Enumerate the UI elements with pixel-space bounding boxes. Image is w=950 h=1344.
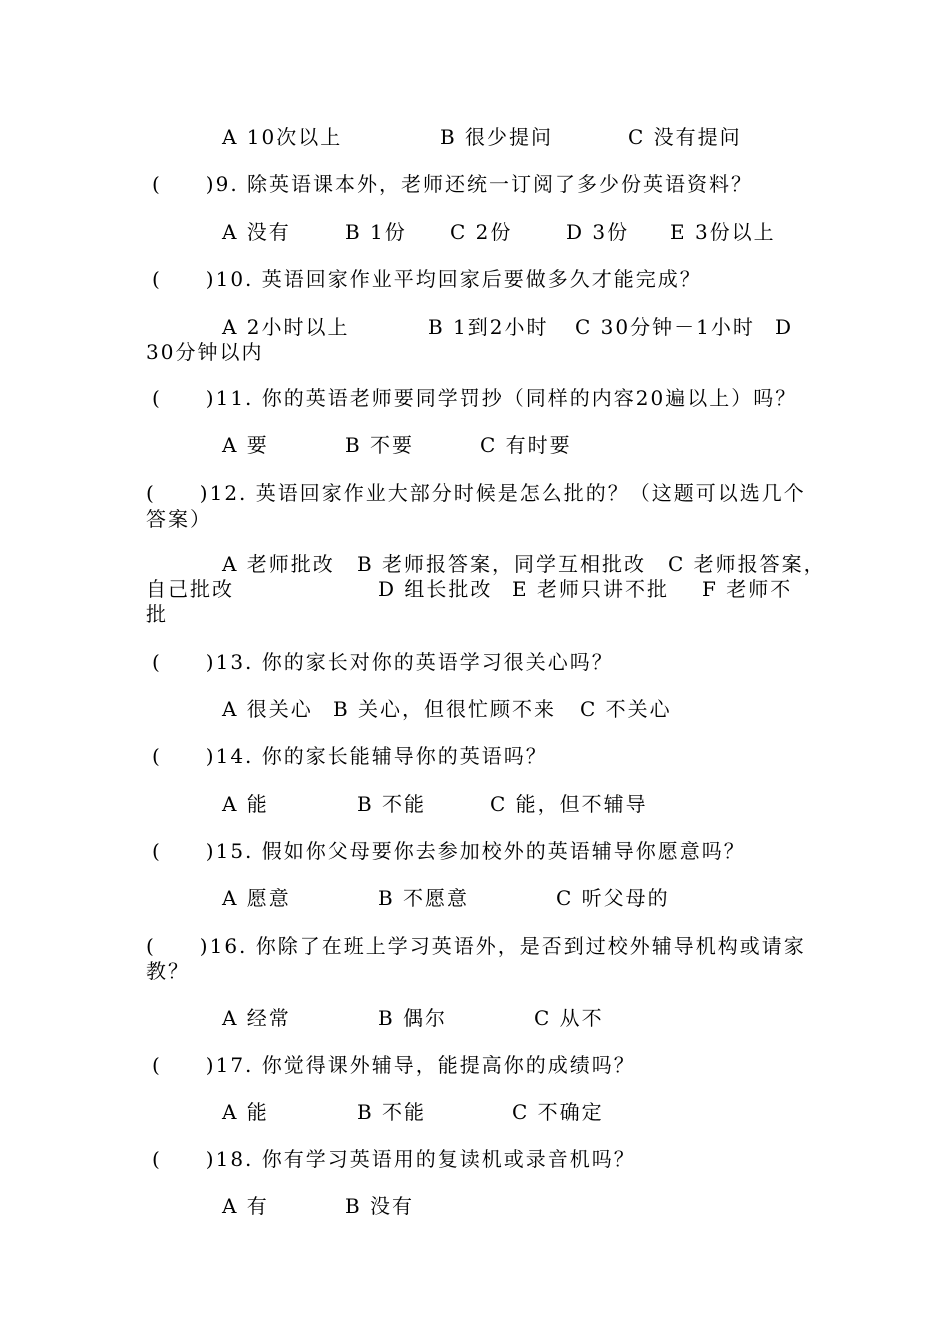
q17-option-a: A 能 — [222, 1100, 269, 1124]
q12-option-c-cont: 自己批改 — [146, 577, 234, 601]
q12-option-e: E 老师只讲不批 — [512, 577, 669, 601]
q17-option-c: C 不确定 — [512, 1100, 604, 1124]
q11-option-a: A 要 — [222, 433, 269, 457]
q12-option-a: A 老师批改 — [222, 552, 335, 576]
q12-option-f: F 老师不 — [702, 577, 793, 601]
q10-option-d-cont: 30分钟以内 — [146, 340, 264, 364]
q9-option-c: C 2份 — [450, 220, 513, 244]
q10-question: ( )10. 英语回家作业平均回家后要做多久才能完成？ — [152, 267, 702, 291]
q9-option-a: A 没有 — [222, 220, 291, 244]
q10-option-c: C 30分钟－1小时 — [575, 315, 755, 339]
q11-option-c: C 有时要 — [480, 433, 572, 457]
q13-question: ( )13. 你的家长对你的英语学习很关心吗？ — [152, 650, 614, 674]
q15-option-b: B 不愿意 — [378, 886, 470, 910]
q11-option-b: B 不要 — [345, 433, 415, 457]
q9-option-b: B 1份 — [345, 220, 407, 244]
q14-option-c: C 能，但不辅导 — [490, 792, 648, 816]
q17-question: ( )17. 你觉得课外辅导，能提高你的成绩吗？ — [152, 1053, 636, 1077]
q16-question-cont: 教？ — [146, 959, 190, 983]
q8-option-a: A 10次以上 — [222, 125, 343, 149]
q14-option-a: A 能 — [222, 792, 269, 816]
q16-option-b: B 偶尔 — [378, 1006, 448, 1030]
q15-question: ( )15. 假如你父母要你去参加校外的英语辅导你愿意吗？ — [152, 839, 746, 863]
q13-option-a: A 很关心 — [222, 697, 313, 721]
q12-option-f-cont: 批 — [146, 602, 168, 626]
q8-option-b: B 很少提问 — [440, 125, 554, 149]
q9-question: ( )9. 除英语课本外，老师还统一订阅了多少份英语资料？ — [152, 172, 754, 196]
q13-option-b: B 关心，但很忙顾不来 — [333, 697, 557, 721]
q18-option-b: B 没有 — [345, 1194, 415, 1218]
q12-option-c: C 老师报答案， — [668, 552, 826, 576]
q15-option-c: C 听父母的 — [556, 886, 670, 910]
q14-option-b: B 不能 — [357, 792, 427, 816]
q16-option-c: C 从不 — [534, 1006, 604, 1030]
q12-option-b: B 老师报答案，同学互相批改 — [357, 552, 647, 576]
q13-option-c: C 不关心 — [580, 697, 672, 721]
q9-option-e: E 3份以上 — [670, 220, 776, 244]
q18-question: ( )18. 你有学习英语用的复读机或录音机吗？ — [152, 1147, 636, 1171]
q8-option-c: C 没有提问 — [628, 125, 742, 149]
q12-question-cont: 答案） — [146, 507, 212, 531]
q10-option-d: D — [775, 315, 794, 339]
q18-option-a: A 有 — [222, 1194, 269, 1218]
q17-option-b: B 不能 — [357, 1100, 427, 1124]
q10-option-b: B 1到2小时 — [428, 315, 549, 339]
q15-option-a: A 愿意 — [222, 886, 291, 910]
q9-option-d: D 3份 — [566, 220, 630, 244]
q12-option-d: D 组长批改 — [378, 577, 493, 601]
q11-question: ( )11. 你的英语老师要同学罚抄（同样的内容20遍以上）吗？ — [152, 386, 798, 410]
q16-option-a: A 经常 — [222, 1006, 291, 1030]
q16-question: ( )16. 你除了在班上学习英语外，是否到过校外辅导机构或请家 — [146, 934, 806, 958]
q10-option-a: A 2小时以上 — [222, 315, 350, 339]
q14-question: ( )14. 你的家长能辅导你的英语吗？ — [152, 744, 548, 768]
q12-question: ( )12. 英语回家作业大部分时候是怎么批的？（这题可以选几个 — [146, 481, 806, 505]
